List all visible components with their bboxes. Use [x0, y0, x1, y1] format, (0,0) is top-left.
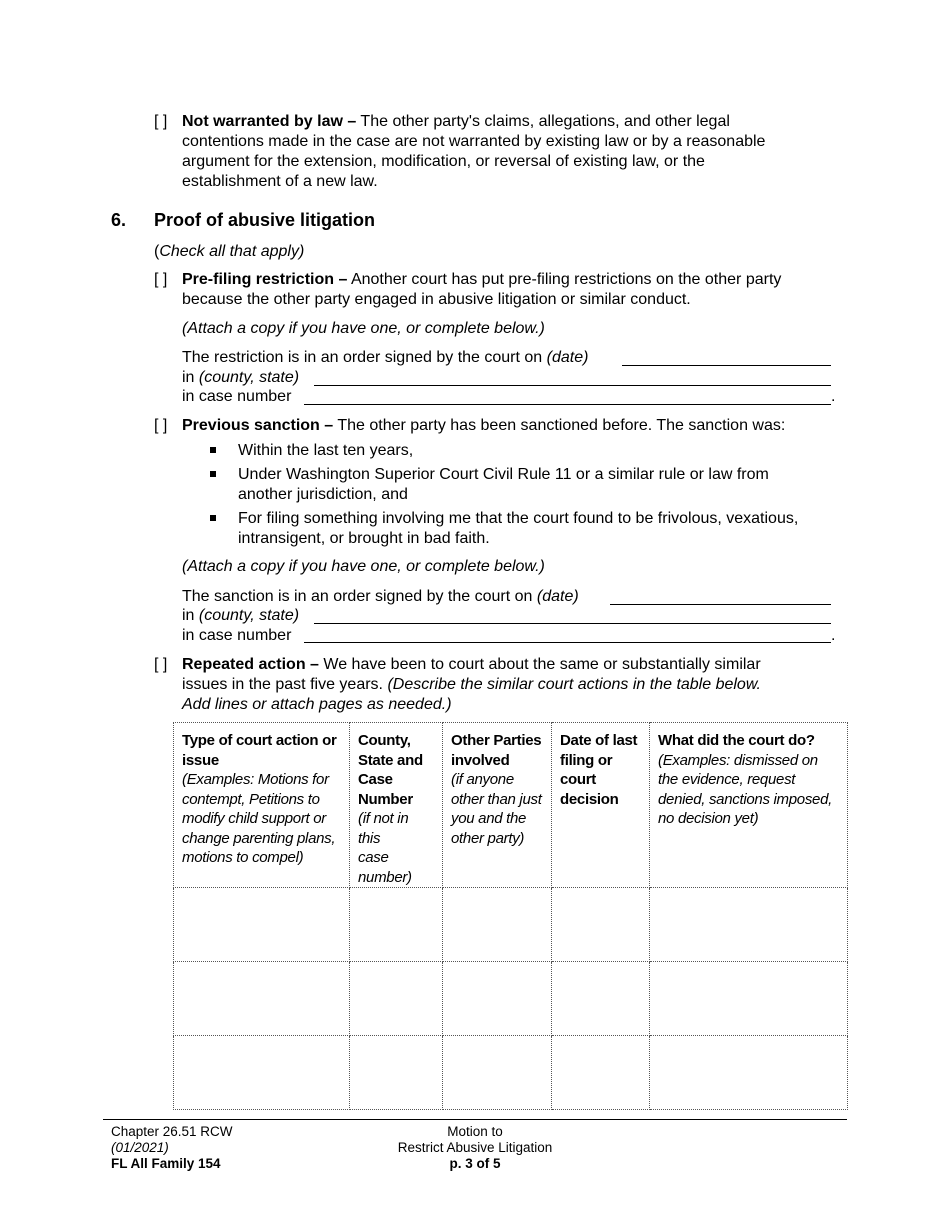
checkbox-repeated[interactable]: [ ] — [154, 656, 168, 673]
prefiling-order-label: The restriction is in an order signed by the court on (date) — [182, 349, 589, 366]
sanction-label: Previous sanction – — [182, 417, 334, 434]
table-cell[interactable] — [650, 1036, 848, 1110]
not-warranted-label: Not warranted by law – — [182, 113, 357, 130]
sanction-case-label: in case number — [182, 627, 292, 644]
section-6-number: 6. — [111, 210, 127, 230]
court-actions-table — [173, 722, 848, 1110]
repeated-text: Repeated action – We have been to court about the same or substantially similar issues in the past five years. (Describe the similar court actions in the table below. Add lines or attach pages as needed.) — [182, 656, 761, 713]
table-row — [174, 1036, 848, 1110]
sanction-bullet-2: Under Washington Superior Court Civil Rule 11 or a similar rule or law from another jurisdiction, and — [238, 466, 769, 503]
table-cell[interactable] — [350, 962, 443, 1036]
table-cell[interactable] — [174, 962, 350, 1036]
header-county: County, State and Case Number (if not in this case number) — [350, 723, 443, 888]
bullet-icon — [210, 515, 216, 521]
sanction-text: Previous sanction – The other party has been sanctioned before. The sanction was: — [182, 417, 786, 434]
prefiling-case-label: in case number — [182, 388, 292, 405]
not-warranted-line4: establishment of a new law. — [182, 173, 378, 190]
table-cell[interactable] — [350, 1036, 443, 1110]
prefiling-county-field[interactable] — [314, 385, 831, 386]
table-cell[interactable] — [552, 888, 650, 962]
table-cell[interactable] — [443, 1036, 552, 1110]
footer-center — [350, 1124, 600, 1172]
footer-divider — [103, 1119, 847, 1120]
table-cell[interactable] — [174, 1036, 350, 1110]
table-cell[interactable] — [552, 962, 650, 1036]
footer-chapter: Chapter 26.51 RCW — [111, 1124, 233, 1139]
table-row — [174, 962, 848, 1036]
sanction-case-field[interactable] — [304, 642, 831, 643]
header-type: Type of court action or issue (Examples: Motions for contempt, Petitions to modify child support or change parenting plans, motions to compel) — [174, 723, 350, 888]
table-cell[interactable] — [174, 888, 350, 962]
table-cell[interactable] — [350, 888, 443, 962]
not-warranted-line2: contentions made in the case are not warranted by existing law or by a reasonable — [182, 133, 766, 150]
table-cell[interactable] — [650, 888, 848, 962]
checkbox-sanction[interactable]: [ ] — [154, 417, 168, 434]
sanction-date-field[interactable] — [610, 604, 831, 605]
footer-form-id: FL All Family 154 — [111, 1156, 221, 1171]
table-cell[interactable] — [552, 1036, 650, 1110]
checkbox-prefiling[interactable]: [ ] — [154, 271, 168, 288]
sanction-county-label: in (county, state) — [182, 607, 300, 624]
footer-date: (01/2021) — [111, 1140, 169, 1155]
table-cell[interactable] — [650, 962, 848, 1036]
repeated-label: Repeated action – — [182, 656, 319, 673]
table-cell[interactable] — [443, 888, 552, 962]
footer-page-number: p. 3 of 5 — [449, 1156, 501, 1171]
header-date: Date of last filing or court decision — [552, 723, 650, 888]
check-all-note: (Check all that apply) — [154, 243, 305, 260]
section-6-title: Proof of abusive litigation — [154, 210, 376, 230]
sanction-order-label: The sanction is in an order signed by the court on (date) — [182, 588, 579, 605]
not-warranted-line1: The other party's claims, allegations, and other legal — [356, 113, 730, 130]
sanction-attach-note: (Attach a copy if you have one, or complete below.) — [182, 558, 545, 575]
prefiling-label: Pre-filing restriction – — [182, 271, 348, 288]
footer-title-1: Motion to — [447, 1124, 503, 1139]
prefiling-case-field[interactable] — [304, 404, 831, 405]
prefiling-county-label: in (county, state) — [182, 369, 300, 386]
table-row — [174, 888, 848, 962]
header-parties: Other Parties involved (if anyone other than just you and the other party) — [443, 723, 552, 888]
bullet-icon — [210, 447, 216, 453]
header-court-did: What did the court do? (Examples: dismissed on the evidence, request denied, sanctions imposed, no decision yet) — [650, 723, 848, 888]
table-header-row — [174, 723, 848, 888]
checkbox-not-warranted[interactable]: [ ] — [154, 113, 168, 130]
prefiling-text: Pre-filing restriction – Another court has put pre-filing restrictions on the other party because the other party engaged in abusive litigation or similar conduct. — [182, 271, 782, 308]
prefiling-attach-note: (Attach a copy if you have one, or complete below.) — [182, 320, 545, 337]
prefiling-period: . — [831, 388, 836, 405]
not-warranted-text — [182, 112, 822, 192]
bullet-icon — [210, 471, 216, 477]
not-warranted-line3: argument for the extension, modification, or reversal of existing law, or the — [182, 153, 705, 170]
footer-left — [111, 1124, 233, 1172]
sanction-county-field[interactable] — [314, 623, 831, 624]
sanction-period: . — [831, 627, 836, 644]
sanction-bullet-1: Within the last ten years, — [238, 442, 414, 459]
table-cell[interactable] — [443, 962, 552, 1036]
sanction-bullet-3: For filing something involving me that the court found to be frivolous, vexatious, intransigent, or brought in bad faith. — [238, 510, 799, 547]
footer-title-2: Restrict Abusive Litigation — [397, 1140, 553, 1155]
prefiling-date-field[interactable] — [622, 365, 831, 366]
